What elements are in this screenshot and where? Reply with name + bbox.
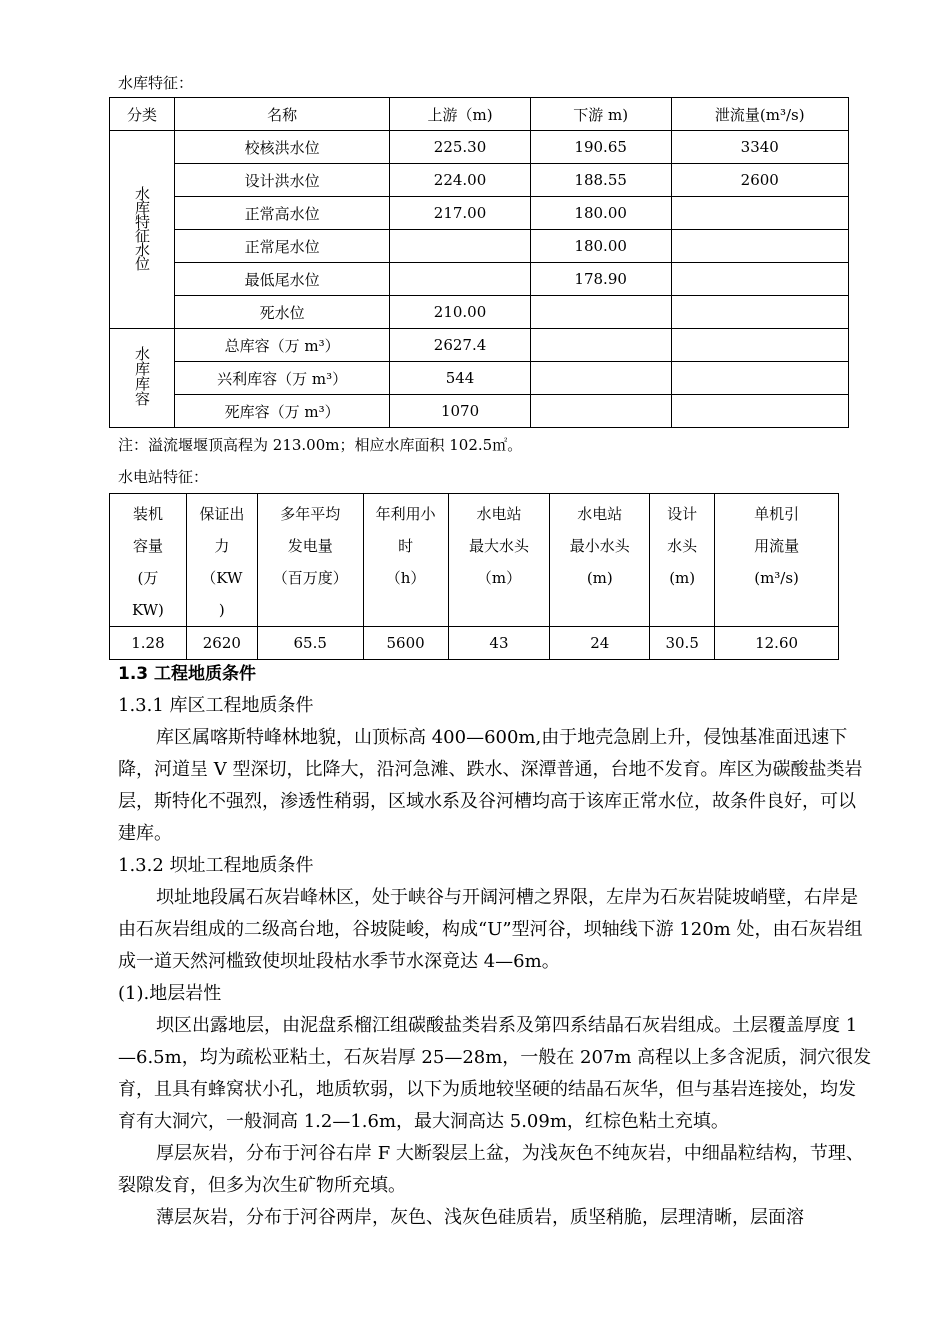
table-row — [110, 627, 839, 660]
header-line: 设计 — [667, 505, 698, 523]
header-line: 最大水头 — [468, 537, 529, 555]
row-flow — [671, 263, 849, 296]
subsection-heading: 1.3.1 库区工程地质条件 — [118, 695, 314, 716]
row-down: 180.00 — [530, 197, 671, 230]
row-up: 224.00 — [390, 164, 531, 197]
header-line: (万 — [137, 569, 159, 587]
row-up: 210.00 — [390, 296, 531, 329]
header-line: (m) — [669, 569, 696, 587]
row-up: 2627.4 — [390, 329, 531, 362]
header-line: 装机 — [132, 505, 163, 523]
row-name: 总库容（万 m³） — [174, 329, 389, 362]
value-cell: 43 — [448, 627, 550, 660]
row-flow — [671, 362, 849, 395]
header-line: (m³/s) — [754, 569, 799, 587]
row-flow — [671, 197, 849, 230]
row-up: 217.00 — [390, 197, 531, 230]
table-row — [110, 263, 849, 296]
paragraph: 库区属喀斯特峰林地貌，山顶标高 400—600m,由于地壳急剧上升，侵蚀基准面迅速下降，河道呈 V 型深切，比降大，沿河急滩、跌水、深潭普通，台地不发育。库区为碳酸盐类岩层，斯特化不强烈，渗透性稍弱，区域水系及谷河槽均高于该库正常水位，故条件良好，可以建库。 — [118, 727, 863, 844]
paragraph: 坝区出露地层，由泥盘系榴江组碳酸盐类岩系及第四系结晶石灰岩组成。土层覆盖厚度 1—6.5m，均为疏松亚粘土，石灰岩厚 25—28m，一般在 207m 高程以上多含泥质，洞穴很发育，且具有蜂窝状小孔，地质软弱，以下为质地较坚硬的结晶石灰华，但与基岩连接处，均发育有大洞穴，一般洞高 1.2—1.6m，最大洞高达 5.09m，红棕色粘土充填。 — [118, 1015, 872, 1132]
paragraph: 薄层灰岩，分布于河谷两岸，灰色、浅灰色硅质岩，质坚稍脆，层理清晰，层面溶 — [156, 1207, 804, 1228]
table-row — [110, 329, 849, 362]
header-line: 保证出 — [199, 505, 245, 523]
table-row — [110, 395, 849, 428]
row-down: 190.65 — [530, 131, 671, 164]
group-label-text: 水库库容 — [132, 346, 151, 406]
header-line: 多年平均 — [280, 505, 341, 523]
header-cell: 上游（m) — [390, 98, 531, 131]
row-down — [530, 362, 671, 395]
station-caption: 水电站特征： — [118, 468, 209, 486]
header-line: KW) — [131, 601, 164, 619]
table-row — [110, 230, 849, 263]
value-cell: 12.60 — [715, 627, 839, 660]
header-cell: 分类 — [110, 98, 175, 131]
header-line: （KW — [201, 569, 243, 587]
row-down: 180.00 — [530, 230, 671, 263]
header-line: 水电站 — [476, 505, 522, 523]
paragraph: 坝址地段属石灰岩峰林区，处于峡谷与开阔河槽之界限，左岸为石灰岩陡坡峭壁，右岸是由石灰岩组成的二级高台地，谷坡陡峻，构成“U”型河谷，坝轴线下游 120m 处，由石灰岩组成一道天然河槛致使坝址段枯水季节水深竟达 4—6m。 — [118, 887, 863, 972]
row-down: 178.90 — [530, 263, 671, 296]
header-cell — [650, 494, 715, 627]
header-cell — [363, 494, 448, 627]
header-line: 最小水头 — [569, 537, 630, 555]
row-name: 校核洪水位 — [174, 131, 389, 164]
row-flow — [671, 329, 849, 362]
group-label-text: 水库特征水位 — [132, 185, 151, 270]
group-label — [110, 329, 175, 428]
header-cell: 名称 — [174, 98, 389, 131]
header-cell — [550, 494, 650, 627]
reservoir-note: 注：溢流堰堰顶高程为 213.00m；相应水库面积 102.5㎡。 — [118, 436, 523, 454]
value-cell: 65.5 — [257, 627, 363, 660]
table-row — [110, 362, 849, 395]
row-name: 死库容（万 m³） — [174, 395, 389, 428]
value-cell: 24 — [550, 627, 650, 660]
header-line: 力 — [214, 537, 230, 555]
row-name: 最低尾水位 — [174, 263, 389, 296]
row-down: 188.55 — [530, 164, 671, 197]
subsection-heading: 1.3.2 坝址工程地质条件 — [118, 855, 314, 876]
table-row — [110, 197, 849, 230]
station-table — [109, 493, 839, 660]
row-up: 1070 — [390, 395, 531, 428]
header-line: ) — [218, 601, 225, 619]
row-up — [390, 230, 531, 263]
row-up — [390, 263, 531, 296]
row-down — [530, 329, 671, 362]
header-cell — [186, 494, 257, 627]
header-line: 容量 — [132, 537, 163, 555]
reservoir-table — [109, 97, 849, 428]
row-name: 死水位 — [174, 296, 389, 329]
header-line: 水电站 — [577, 505, 623, 523]
row-down — [530, 296, 671, 329]
value-cell: 1.28 — [110, 627, 187, 660]
table-row — [110, 296, 849, 329]
row-name: 设计洪水位 — [174, 164, 389, 197]
group-label — [110, 131, 175, 329]
header-line: （m） — [476, 569, 522, 587]
header-line: 发电量 — [287, 537, 333, 555]
value-cell: 30.5 — [650, 627, 715, 660]
table-header-row — [110, 494, 839, 627]
table-row — [110, 164, 849, 197]
row-name: 正常尾水位 — [174, 230, 389, 263]
row-flow: 2600 — [671, 164, 849, 197]
row-up: 544 — [390, 362, 531, 395]
row-flow: 3340 — [671, 131, 849, 164]
header-line: 水头 — [667, 537, 698, 555]
row-flow — [671, 395, 849, 428]
header-cell — [715, 494, 839, 627]
reservoir-caption: 水库特征： — [118, 74, 194, 92]
header-line: （h） — [385, 569, 426, 587]
row-name: 兴利库容（万 m³） — [174, 362, 389, 395]
header-line: 时 — [398, 537, 414, 555]
value-cell: 5600 — [363, 627, 448, 660]
header-cell — [448, 494, 550, 627]
section-heading: 1.3 工程地质条件 — [118, 664, 257, 684]
header-line: 年利用小 — [375, 505, 436, 523]
table-header-row — [110, 98, 849, 131]
header-cell — [110, 494, 187, 627]
value-cell: 2620 — [186, 627, 257, 660]
row-name: 正常高水位 — [174, 197, 389, 230]
header-line: （百万度） — [272, 569, 348, 587]
table-row — [110, 131, 849, 164]
row-flow — [671, 296, 849, 329]
paragraph: 厚层灰岩，分布于河谷右岸 F 大断裂层上盆，为浅灰色不纯灰岩，中细晶粒结构，节理、裂隙发育，但多为次生矿物所充填。 — [118, 1143, 864, 1196]
header-cell: 泄流量(m³/s) — [671, 98, 849, 131]
header-cell — [257, 494, 363, 627]
row-down — [530, 395, 671, 428]
subsection-heading: (1).地层岩性 — [118, 983, 222, 1004]
header-line: 单机引 — [754, 505, 800, 523]
header-cell: 下游 m) — [530, 98, 671, 131]
row-flow — [671, 230, 849, 263]
header-line: (m) — [586, 569, 613, 587]
row-up: 225.30 — [390, 131, 531, 164]
header-line: 用流量 — [754, 537, 800, 555]
